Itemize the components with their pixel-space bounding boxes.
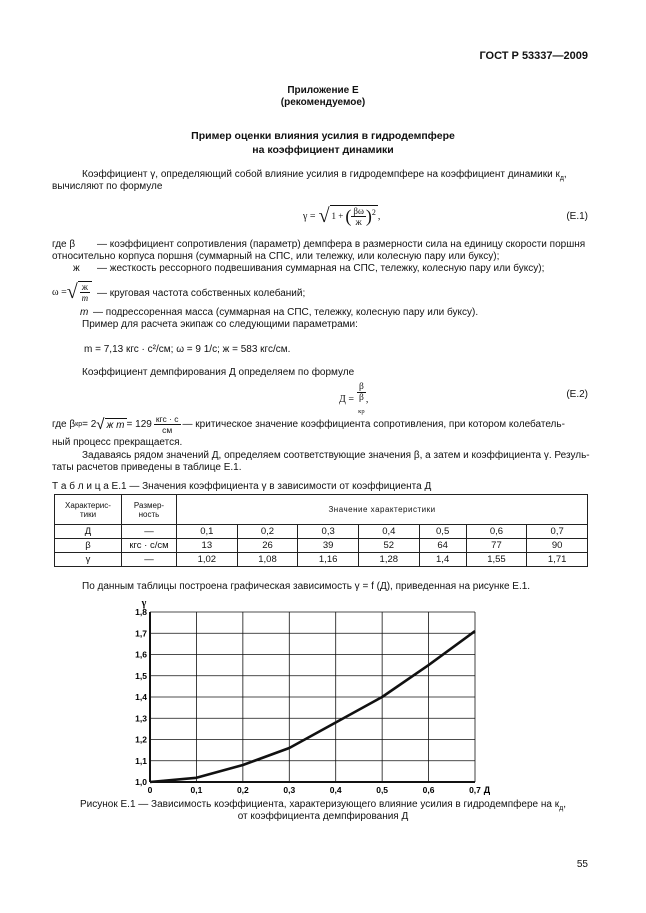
def-zh-symbol: ж: [73, 263, 80, 274]
example-params: m = 7,13 кгс · с²/см; ω = 9 1/с; ж = 583 кгс/см.: [84, 344, 291, 355]
chart-intro: По данным таблицы построена графическая зависимость γ = f (Д), приведенная на рисунке Е.1.: [82, 581, 531, 592]
table-cell-value: 0,7: [527, 525, 588, 539]
table-cell-value: 26: [237, 539, 298, 553]
intro-paragraph-line2: вычисляют по формуле: [52, 181, 163, 192]
def-omega-formula: ω = √ $\frac{ж}{m}$: [52, 281, 92, 303]
def-m-symbol: m: [80, 307, 89, 318]
x-tick-label: 0,5: [376, 785, 389, 795]
formula-e2-label: (Е.2): [566, 389, 588, 400]
y-tick-label: 1,5: [135, 670, 147, 681]
figure-caption-line1: Рисунок Е.1 — Зависимость коэффициента, характеризующего влияние усилия в гидродемпфере на $к_д$,: [80, 799, 566, 812]
appendix-subtitle: (рекомендуемое): [280, 97, 366, 108]
table-caption: Т а б л и ц а Е.1 — Значения коэффициента γ в зависимости от коэффициента Д: [52, 481, 432, 492]
def-beta-line1: — коэффициент сопротивления (параметр) демпфера в размерности сила на единицу скорости поршня: [97, 239, 586, 250]
results-table: [54, 494, 588, 567]
def-beta-line2: относительно корпуса поршня (суммарный на СПС, или тележку, или колесную пару или буксу);: [52, 251, 500, 262]
x-tick-label: 0,1: [190, 785, 203, 795]
table-cell-value: 0,2: [237, 525, 298, 539]
table-header-unit: Размер- ность: [122, 495, 177, 525]
def-omega-text: — круговая частота собственных колебаний;: [97, 288, 306, 299]
y-tick-label: 1,2: [135, 734, 147, 745]
table-cell-value: 90: [527, 539, 588, 553]
formula-e1-label: (Е.1): [566, 211, 588, 222]
table-cell-value: 1,4: [419, 553, 466, 567]
table-cell-value: 13: [177, 539, 238, 553]
beta-critical-line2: ный процесс прекращается.: [52, 437, 183, 448]
table-cell-value: 0,1: [177, 525, 238, 539]
x-tick-label: 0,7: [469, 785, 481, 795]
y-tick-label: 1,1: [135, 755, 147, 766]
section-heading-line1: Пример оценки влияния усилия в гидродемпфере: [191, 130, 455, 142]
table-row: [55, 525, 588, 539]
y-tick-label: 1,0: [135, 777, 147, 787]
table-cell-value: 1,02: [177, 553, 238, 567]
x-tick-label: 0,4: [329, 785, 342, 795]
x-tick-label: 0,3: [283, 785, 296, 795]
table-cell-value: 1,55: [466, 553, 527, 567]
x-tick-label: 0,2: [236, 785, 249, 795]
table-cell-unit: —: [122, 553, 177, 567]
table-cell-unit: —: [122, 525, 177, 539]
table-cell-value: 1,16: [298, 553, 359, 567]
x-axis-label: Д: [483, 785, 491, 795]
table-cell-value: 0,5: [419, 525, 466, 539]
formula-e2: Д = β β $_{кр}$ ,: [339, 382, 369, 415]
table-cell-value: 1,08: [237, 553, 298, 567]
table-row: [55, 553, 588, 567]
table-cell-name: β: [55, 539, 122, 553]
section-heading-line2: на коэффициент динамики: [252, 144, 394, 156]
def-beta-symbol: где β: [52, 239, 76, 250]
table-header-values: Значение характеристики: [177, 495, 588, 525]
figure-caption-line2: от коэффициента демпфирования Д: [237, 811, 409, 822]
intro-paragraph-line1: Коэффициент γ, определяющий собой влияние усилия в гидродемпфере на коэффициент динамики $к_д$,: [82, 169, 567, 182]
formula-e1: γ = √ 1 + ( $\frac{\beta\omega}{ж}$ ) $^2$ ,: [303, 205, 381, 227]
table-cell-value: 39: [298, 539, 359, 553]
table-cell-value: 52: [358, 539, 419, 553]
y-tick-label: 1,7: [135, 628, 147, 639]
x-tick-label: 0,6: [422, 785, 435, 795]
table-cell-unit: кгс · с/см: [122, 539, 177, 553]
standard-number: ГОСТ Р 53337—2009: [479, 50, 588, 62]
table-cell-value: 0,6: [466, 525, 527, 539]
beta-critical-line1: где β кр = 2 √ ж m = 129 $\frac{\text{кгс · с}}{см}$ — критическое значение коэффициента сопротивления, при котором колебатель-: [52, 414, 565, 435]
table-cell-value: 77: [466, 539, 527, 553]
appendix-title: Приложение Е: [287, 85, 359, 96]
y-tick-label: 1,8: [135, 607, 147, 617]
table-row: [55, 539, 588, 553]
table-header-characteristic: Характерис- тики: [55, 495, 122, 525]
x-tick-label: 0: [147, 785, 153, 795]
y-tick-label: 1,4: [135, 692, 147, 702]
def-m-text: — подрессоренная масса (суммарная на СПС, тележку, колесную пару или буксу).: [93, 307, 479, 318]
gamma-curve: [150, 631, 475, 782]
table-cell-value: 1,71: [527, 553, 588, 567]
table-cell-name: γ: [55, 553, 122, 567]
page-number: 55: [576, 859, 588, 870]
table-cell-value: 1,28: [358, 553, 419, 567]
def-zh-text: — жесткость рессорного подвешивания суммарная на СПС, тележку, колесную пару или буксу);: [97, 263, 545, 274]
y-tick-label: 1,6: [135, 649, 147, 660]
damping-intro: Коэффициент демпфирования Д определяем по формуле: [82, 367, 355, 378]
y-axis-label: γ: [141, 598, 147, 609]
table-cell-value: 0,3: [298, 525, 359, 539]
table-cell-name: Д: [55, 525, 122, 539]
gamma-vs-damping-chart: [110, 594, 500, 798]
table-cell-value: 0,4: [358, 525, 419, 539]
example-intro: Пример для расчета экипаж со следующими параметрами:: [82, 319, 358, 330]
y-tick-label: 1,3: [135, 713, 147, 724]
results-line1: Задаваясь рядом значений Д, определяем соответствующие значения β, а затем и коэффициента γ. Резуль-: [82, 450, 590, 461]
table-cell-value: 64: [419, 539, 466, 553]
results-line2: таты расчетов приведены в таблице Е.1.: [52, 462, 242, 473]
